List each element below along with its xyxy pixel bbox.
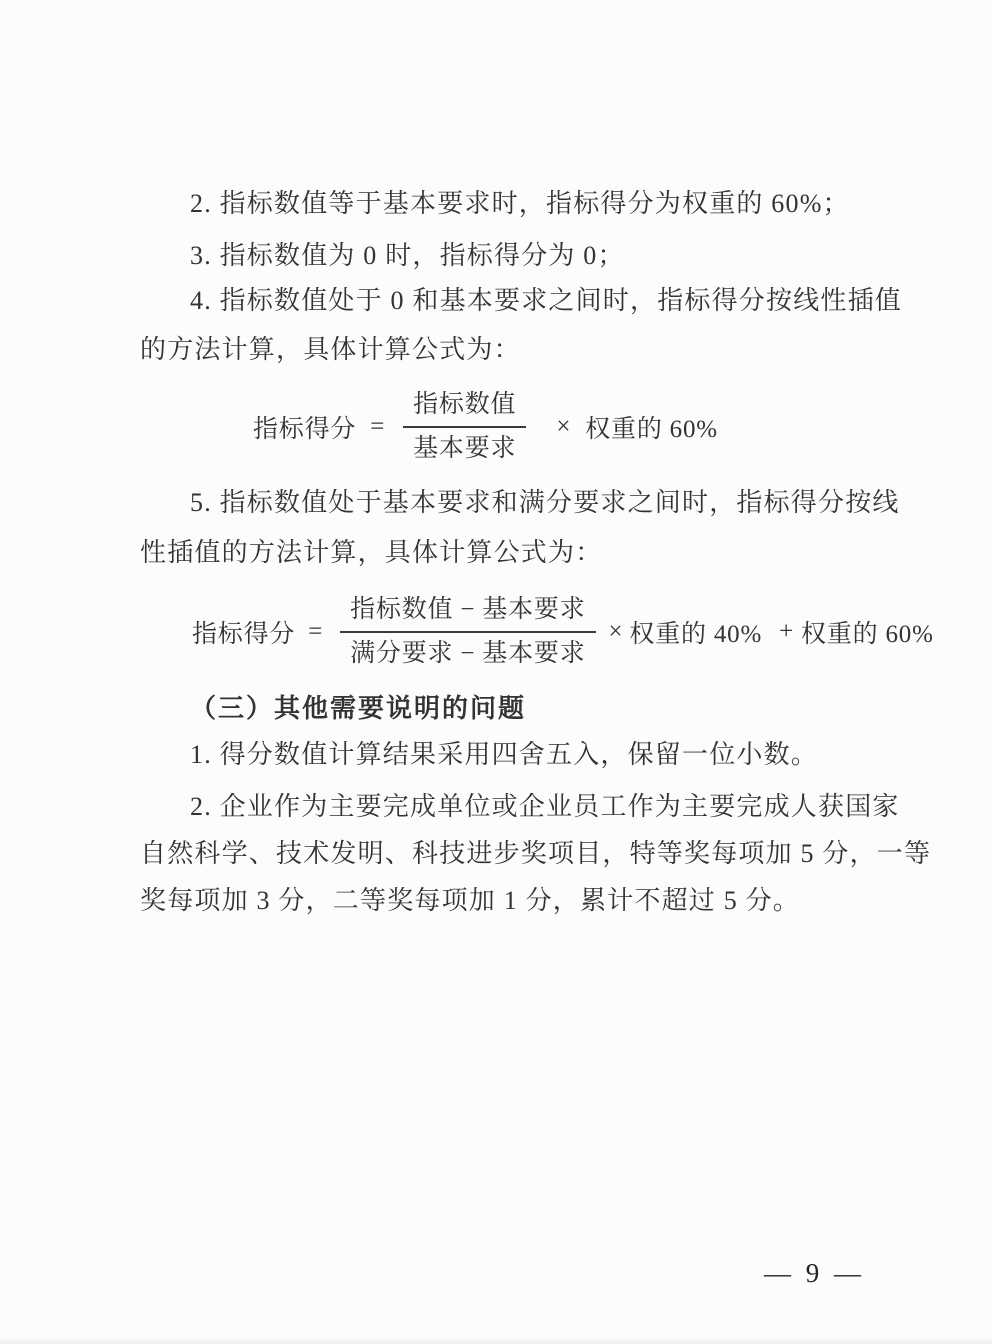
formula-1-multiply-sign: × — [556, 413, 572, 440]
formula-2-numerator: 指标数值 − 基本要求 — [350, 596, 586, 623]
list-item-4-line-1: 4. 指标数值处于 0 和基本要求之间时，指标得分按线性插值 — [190, 286, 903, 315]
section-3-item-2-line-1: 2. 企业作为主要完成单位或企业员工作为主要完成人获国家 — [190, 792, 900, 821]
formula-1-rhs: 权重的 60% — [585, 416, 718, 443]
formula-1 — [140, 387, 884, 467]
formula-2-lhs: 指标得分 — [192, 621, 296, 648]
section-3-item-2 — [140, 783, 932, 924]
formula-1-denominator: 基本要求 — [403, 426, 526, 463]
formula-2 — [140, 592, 934, 672]
section-3-heading: （三）其他需要说明的问题 — [190, 694, 527, 723]
list-item-5 — [140, 478, 900, 578]
page-number: — 9 — — [764, 1258, 865, 1288]
list-item-5-line-2: 性插值的方法计算，具体计算公式为： — [140, 538, 603, 567]
formula-1-lhs: 指标得分 — [253, 416, 357, 443]
formula-2-rhs-term-1: 权重的 40% — [629, 621, 763, 648]
formula-2-equals-sign: = — [308, 618, 324, 645]
list-items-2-3 — [140, 178, 884, 282]
section-3-item-2-line-3: 奖每项加 3 分，二等奖每项加 1 分，累计不超过 5 分。 — [140, 886, 801, 915]
formula-1-equals-sign: = — [370, 413, 386, 440]
formula-2-fraction — [340, 596, 595, 668]
list-item-2: 2. 指标数值等于基本要求时，指标得分为权重的 60%； — [190, 189, 850, 218]
section-3-item-2-line-2: 自然科学、技术发明、科技进步奖项目，特等奖每项加 5 分，一等 — [140, 839, 932, 868]
formula-2-multiply-sign: × — [608, 618, 624, 645]
formula-2-plus-sign: + — [779, 618, 795, 645]
formula-1-fraction — [403, 391, 526, 463]
section-3-item-1-line: 1. 得分数值计算结果采用四舍五入，保留一位小数。 — [190, 740, 819, 769]
list-item-5-line-1: 5. 指标数值处于基本要求和满分要求之间时，指标得分按线 — [190, 488, 900, 517]
formula-2-denominator: 满分要求 − 基本要求 — [340, 631, 595, 668]
section-3-heading-block — [140, 684, 884, 734]
formula-1-numerator: 指标数值 — [413, 391, 517, 418]
list-item-3: 3. 指标数值为 0 时，指标得分为 0； — [190, 241, 625, 270]
list-item-4 — [140, 276, 903, 374]
formula-2-rhs-term-2: 权重的 60% — [801, 621, 934, 648]
section-3-item-1 — [140, 730, 884, 780]
list-item-4-line-2: 的方法计算，具体计算公式为： — [140, 335, 521, 364]
